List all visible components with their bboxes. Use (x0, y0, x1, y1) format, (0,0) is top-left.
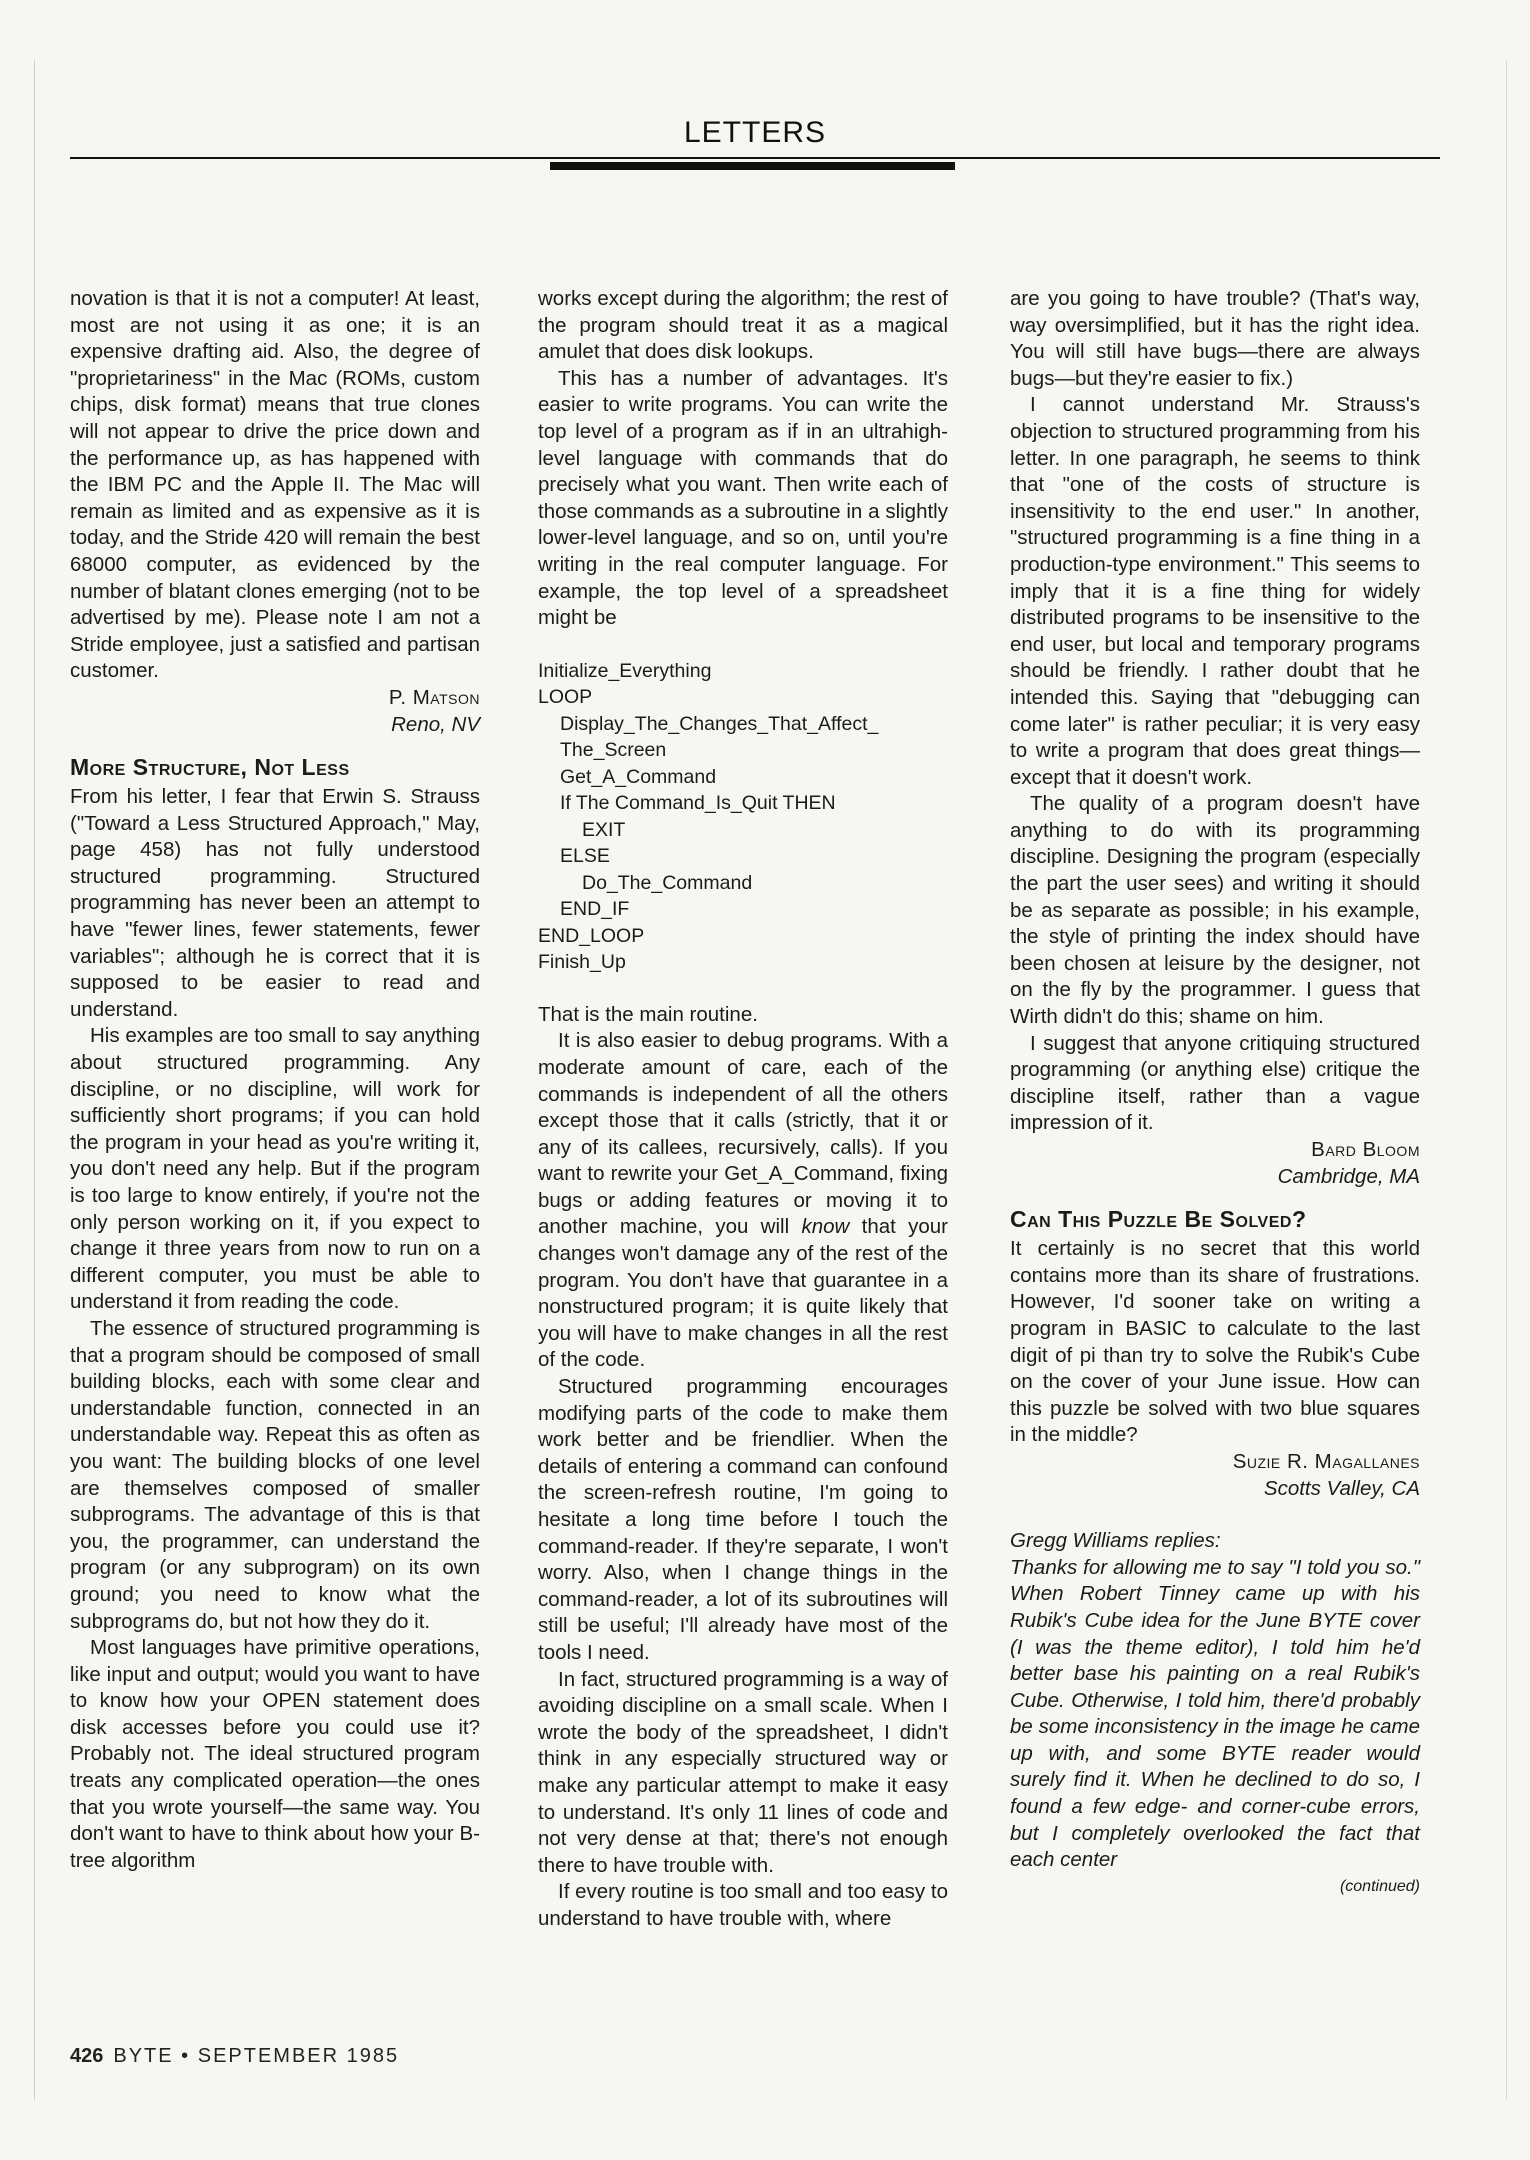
paragraph: His examples are too small to say anything about structured programming. Any discipline, or no discipline, will work for sufficiently short programs; if you can hold the program in your head as you're writing it, you don't need any help. But if the program is too large to know entirely, if you're not the only person working on it, if you expect to change it three years from now to run on a different computer, you must be able to understand it from reading the code. (70, 1024, 480, 1314)
section-title: LETTERS (683, 116, 827, 149)
continued-note: (continued) (1339, 1877, 1420, 1895)
letter-heading: Can This Puzzle Be Solved? (1010, 1206, 1307, 1233)
paragraph: The quality of a program doesn't have anything to do with its programming discipline. Designing the program (especially the part the user sees) and writing it should be as separate as possible; in his example, the style of printing the index should have been chosen at leisure by the designer, not on the fly by the programmer. I guess that Wirth didn't do this; shame on him. (1010, 792, 1420, 1029)
signature (1010, 1137, 1420, 1190)
page-footer (70, 2045, 399, 2068)
code-line: LOOP (538, 686, 593, 709)
code-line: END_LOOP (538, 924, 645, 947)
paragraph: I suggest that anyone critiquing structured programming (or anything else) critique the discipline itself, rather than a vague impression of it. (1010, 1031, 1420, 1135)
publication-line: BYTE • SEPTEMBER 1985 (113, 2045, 400, 2067)
editor-reply (1010, 1528, 1420, 1874)
reply-intro: Gregg Williams replies: (1010, 1529, 1221, 1553)
code-line: Get_A_Command (560, 765, 717, 788)
paragraph-text: that your changes won't damage any of the rest of the program. You don't have that guarantee in a nonstructured program; it is quite likely that you will have to make changes in all the rest of the code. (538, 1215, 948, 1372)
paragraph: This has a number of advantages. It's easier to write programs. You can write the top level of a program as if in an ultrahigh-level language with commands that do precisely what you want. Then write each of those commands as a subroutine in a slightly lower-level language, and so on, until you're writing in the real computer language. For example, the top level of a spreadsheet might be (538, 366, 948, 630)
paragraph: If every routine is too small and too easy to understand to have trouble with, where (538, 1880, 948, 1930)
code-line: ELSE (560, 845, 610, 868)
reply-text: Thanks for allowing me to say "I told you so." When Robert Tinney came up with his Rubik's Cube idea for the June BYTE cover (I was the theme editor), I told him he'd better base his painting on a real Rubik's Cube. Otherwise, I told him, there'd probably be some inconsistency in the image he came up with, and some BYTE reader would surely find it. When he declined to do so, I found a few edge- and corner-cube errors, but I completely overlooked the fact that each center (1010, 1555, 1420, 1872)
paragraph: From his letter, I fear that Erwin S. Strauss ("Toward a Less Structured Approach," May, page 458) has not fully understood structured programming. Structured programming has never been an attempt to have "fewer lines, fewer statements, fewer variables"; although he is correct that it is supposed to be easier to read and understand. (70, 785, 480, 1021)
paragraph: It certainly is no secret that this world contains more than its share of frustrations. However, I'd sooner take on writing a program in BASIC to calculate to the last digit of pi than try to solve the Rubik's Cube on the cover of your June issue. How can this puzzle be solved with two blue squares in the middle? (1010, 1237, 1420, 1447)
paragraph-text: It is also easier to debug programs. With a moderate amount of care, each of the commands is independent of all the others except those that it calls (strictly, that it or any of its callees, recursively, calls). If you want to rewrite your Get_A_Command, fixing bugs or adding features or moving it to another machine, you will (538, 1029, 948, 1239)
letter-heading: More Structure, Not Less (70, 754, 350, 781)
code-line: EXIT (582, 818, 626, 841)
paragraph: That is the main routine. (538, 1002, 758, 1026)
signature-name: P. Matson (388, 685, 480, 709)
paragraph: Most languages have primitive operations, like input and output; would you want to have to know how your OPEN statement does disk accesses before you could use it? Probably not. The ideal structured program treats any complicated operation—the ones that you wrote yourself—the same way. You don't want to have to think about how your B-tree algorithm (70, 1636, 480, 1872)
column-3 (1010, 286, 1420, 1900)
page-edge-left (34, 60, 35, 2100)
column-1 (70, 286, 480, 1874)
code-listing (538, 658, 948, 976)
signature-name: Bard Bloom (1311, 1138, 1420, 1161)
paragraph: novation is that it is not a computer! At least, most are not using it as one; it is an expensive drafting aid. Also, the degree of "proprietariness" in the Mac (ROMs, custom chips, disk format) means that true clones will not appear to drive the price down and the performance up, as has happened with the IBM PC and the Apple II. The Mac will remain as limited and as expensive as it is today, and the Stride 420 will remain the best 68000 computer, as evidenced by the number of blatant clones emerging (not to be advertised by me). Please note I am not a Stride employee, just a satisfied and partisan customer. (70, 287, 480, 683)
emphasis-text: know (801, 1215, 850, 1239)
code-line: Do_The_Command (582, 871, 753, 894)
signature-name: Suzie R. Magallanes (1232, 1449, 1420, 1473)
paragraph: are you going to have trouble? (That's way, way oversimplified, but it has the right idea. You will still have bugs—there are always bugs—but they're easier to fix.) (1010, 287, 1420, 390)
paragraph (538, 1028, 948, 1374)
code-line: Initialize_Everything (538, 659, 712, 682)
code-line: The_Screen (560, 739, 667, 762)
section-header (70, 112, 1440, 172)
signature (70, 685, 480, 738)
column-2 (538, 286, 948, 1933)
paragraph: works except during the algorithm; the rest of the program should treat it as a magical amulet that does disk lookups. (538, 287, 948, 364)
signature (1010, 1449, 1420, 1502)
page-edge-right (1506, 60, 1507, 2100)
paragraph: In fact, structured programming is a way of avoiding discipline on a small scale. When I wrote the body of the spreadsheet, I didn't think in any especially structured way or make any particular attempt to make it easy to understand. It's only 11 lines of code and not very dense at that; there's not enough there to have trouble with. (538, 1667, 948, 1877)
page-number: 426 (70, 2045, 104, 2067)
header-bar (550, 162, 955, 170)
code-line: END_IF (560, 898, 630, 921)
code-line: Display_The_Changes_That_Affect_ (560, 712, 879, 735)
paragraph: The essence of structured programming is that a program should be composed of small building blocks, each with some clear and understandable function, connected in an understandable way. Repeat this as often as you want: The building blocks of one level are themselves composed of smaller subprograms. The advantage of this is that you, the programmer, can understand the program (or any subprogram) on its own ground; you need to know what the subprograms do, but not how they do it. (70, 1316, 480, 1633)
paragraph: I cannot understand Mr. Strauss's objection to structured programming from his letter. In one paragraph, he seems to think that "one of the costs of structure is insensitivity to the end user." In another, "structured programming is a fine thing in a production-type environment." This seems to imply that it is a fine thing for widely distributed programs to be insensitive to the end user, but local and temporary programs should be friendly. I rather doubt that he intended this. Saying that "debugging can come later" is rather peculiar; it is very easy to write a program that does great things—except that it doesn't work. (1010, 393, 1420, 789)
code-line: If The Command_Is_Quit THEN (560, 792, 836, 815)
signature-place: Reno, NV (391, 712, 480, 736)
code-line: Finish_Up (538, 951, 626, 974)
paragraph: Structured programming encourages modifying parts of the code to make them work better and be friendlier. When the details of entering a command can confound the screen-refresh routine, I'm going to hesitate a long time before I touch the command-reader. If they're separate, I won't worry. Also, when I change things in the command-reader, a lot of its subroutines will still be useful; I'll already have most of the tools I need. (538, 1375, 948, 1664)
signature-place: Scotts Valley, CA (1263, 1476, 1420, 1500)
header-rule (70, 157, 1440, 159)
signature-place: Cambridge, MA (1277, 1164, 1420, 1188)
